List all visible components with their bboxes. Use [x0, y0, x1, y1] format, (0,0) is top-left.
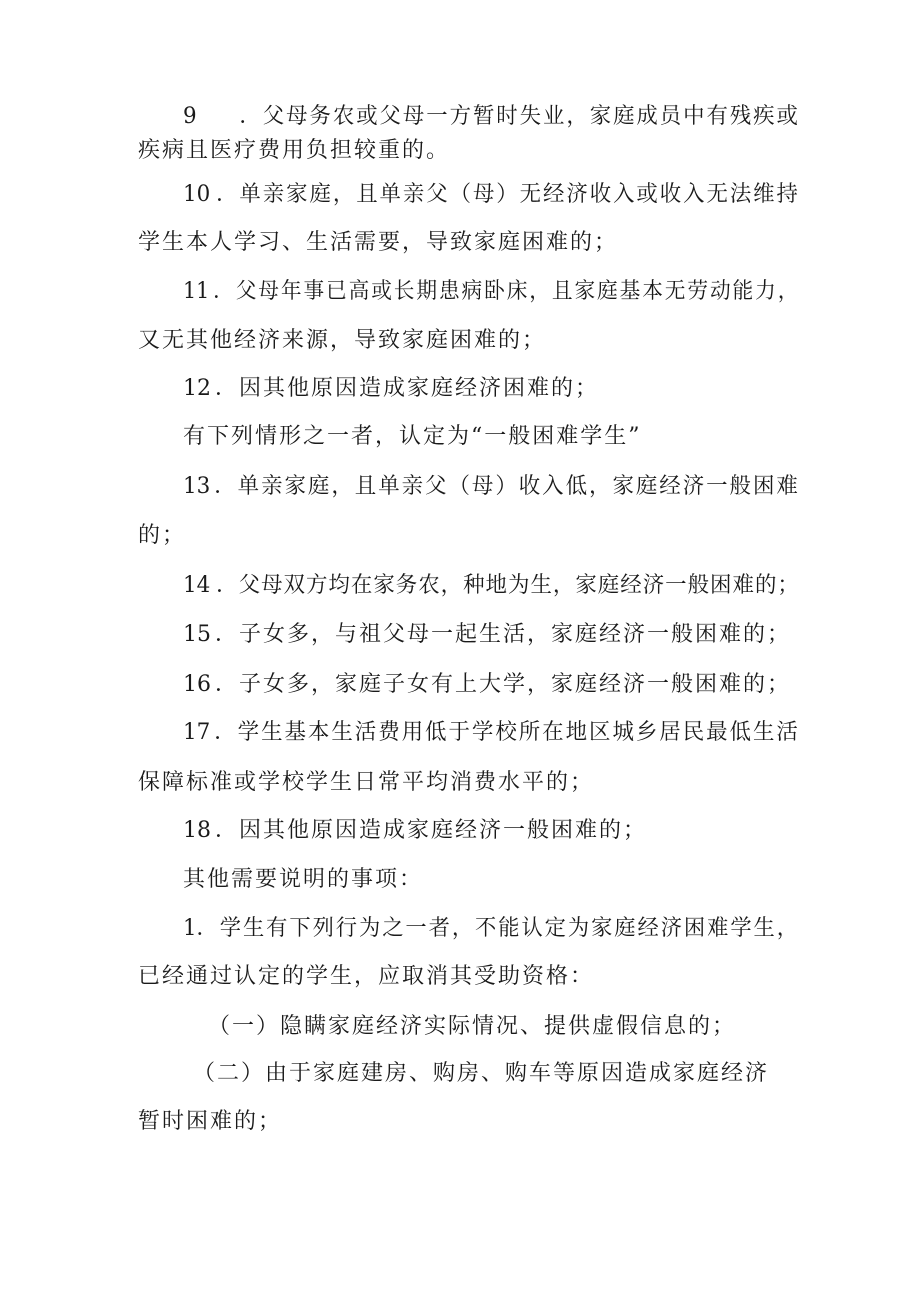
line-text: 其他需要说明的事项： — [183, 867, 424, 892]
paragraph-line — [183, 865, 423, 895]
item-number: 11 — [183, 279, 210, 304]
line-text: ．子女多，与祖父母一起生活，家庭经济一般困难的； — [215, 622, 792, 647]
item-number: 14 — [183, 573, 211, 598]
paragraph-line — [138, 1107, 282, 1137]
line-text: ．学生有下列行为之一者，不能认定为家庭经济困难学生， — [196, 916, 800, 941]
paragraph-line — [138, 521, 186, 551]
line-text: 的； — [138, 523, 187, 548]
line-text: 保障标准或学校学生日常平均消费水平的； — [138, 770, 595, 795]
line-text: ．单亲家庭，且单亲父（母）收入低，家庭经济一般困难 — [214, 474, 800, 499]
paragraph-line — [183, 180, 800, 210]
paragraph-line — [183, 374, 599, 404]
line-text: ．父母双方均在家务农，种地为生，家庭经济一般困难的； — [216, 573, 800, 598]
line-text: ．子女多，家庭子女有上大学，家庭经济一般困难的； — [215, 672, 792, 697]
item-number: 9 — [183, 104, 197, 129]
paragraph-line — [138, 768, 594, 798]
paragraph-line — [138, 962, 594, 992]
line-text: 暂时困难的； — [138, 1109, 283, 1134]
paragraph-line — [183, 571, 800, 601]
line-text: ．父母年事已高或长期患病卧床，且家庭基本无劳动能力， — [213, 279, 801, 304]
item-number: 16 — [183, 672, 211, 697]
paragraph-line — [138, 326, 546, 356]
line-text: ．学生基本生活费用低于学校所在地区城乡居民最低生活 — [214, 720, 800, 745]
item-number: 12 — [183, 376, 211, 401]
paragraph-line — [183, 914, 800, 944]
paragraph-line — [138, 228, 618, 258]
paragraph-line — [138, 136, 450, 166]
line-text: （二）由于家庭建房、购房、购车等原因造成家庭经济 — [193, 1061, 770, 1086]
line-text: ．单亲家庭，且单亲父（母）无经济收入或收入无法维持 — [216, 182, 800, 207]
line-text: 又无其他经济来源，导致家庭困难的； — [138, 328, 547, 353]
line-text: 已经通过认定的学生，应取消其受助资格： — [138, 964, 595, 989]
line-text: 疾病且医疗费用负担较重的。 — [138, 138, 451, 163]
paragraph-line — [208, 1012, 736, 1042]
item-number: 17 — [183, 720, 211, 745]
paragraph-line — [183, 277, 800, 307]
line-text: （一）隐瞒家庭经济实际情况、提供虚假信息的； — [208, 1014, 737, 1039]
item-number: 15 — [183, 622, 211, 647]
paragraph-line — [183, 102, 800, 132]
paragraph-line — [183, 718, 800, 748]
line-text: 学生本人学习、生活需要，导致家庭困难的； — [138, 230, 619, 255]
paragraph-line — [183, 422, 642, 452]
item-number: 13 — [183, 474, 211, 499]
item-number: 18 — [183, 818, 211, 843]
paragraph-line — [183, 670, 791, 700]
paragraph-line — [183, 620, 791, 650]
item-number: 1 — [183, 916, 197, 941]
line-text: ．因其他原因造成家庭经济困难的； — [215, 376, 600, 401]
line-text: ．因其他原因造成家庭经济一般困难的； — [215, 818, 648, 843]
line-text: 有下列情形之一者，认定为“一般困难学生” — [183, 424, 642, 449]
line-text: ．父母务农或父母一方暂时失业，家庭成员中有残疾或 — [239, 104, 800, 129]
paragraph-line — [183, 816, 647, 846]
item-number: 10 — [183, 182, 211, 207]
paragraph-line — [193, 1059, 769, 1089]
paragraph-line — [183, 472, 800, 502]
